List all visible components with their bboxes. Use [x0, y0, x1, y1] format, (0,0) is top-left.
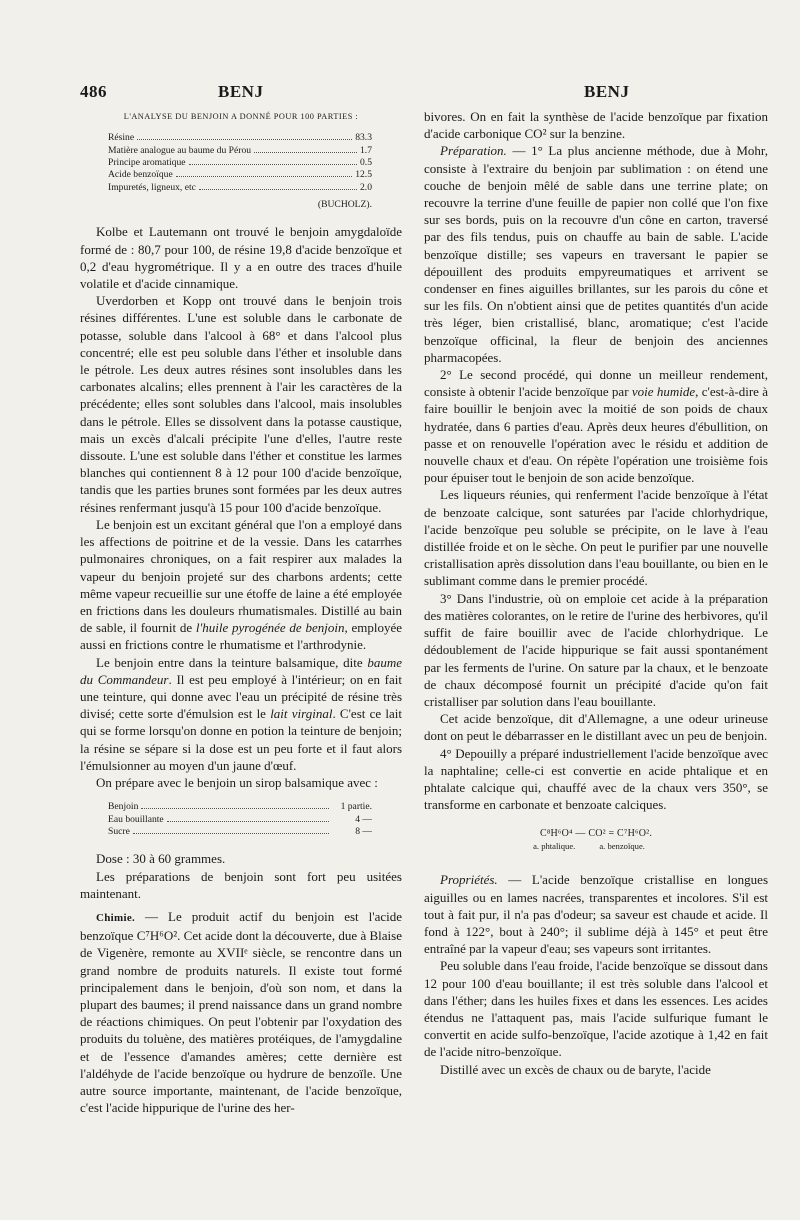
row-label: Acide benzoïque	[108, 169, 173, 181]
paragraph	[80, 516, 402, 654]
paragraph: Distillé avec un excès de chaux ou de baryte, l'acide	[440, 1061, 711, 1077]
chemical-equation	[424, 827, 768, 853]
table-row	[108, 801, 372, 813]
equation-note: a. phtalique.	[533, 841, 576, 852]
dot-leader	[137, 139, 352, 140]
text-run: . Il est peu employé à l'intérieur; on en fait une teinture, qui donne avec l'eau un précipité de résine très divisé; cette sorte d'émulsion est le	[80, 671, 402, 722]
page-number: 486	[80, 82, 107, 101]
row-value: 1 partie.	[340, 801, 372, 813]
paragraph	[80, 654, 402, 774]
paragraph: Kolbe et Lautemann ont trouvé le benjoin amygdaloïde formé de : 80,7 pour 100, de résine 19,8 d'acide benzoïque et 0,2 d'eau hygrométrique. Il y a en outre des traces d'huile volatile et d'acide cinnamique.	[80, 224, 402, 292]
table-row	[108, 145, 372, 157]
paragraph	[424, 871, 768, 957]
right-column-title: BENJ	[584, 82, 630, 101]
table-row	[108, 826, 372, 838]
paragraph: On prépare avec le benjoin un sirop balsamique avec :	[96, 774, 378, 790]
section-label: Préparation.	[440, 143, 507, 159]
row-value: 4 —	[355, 813, 372, 825]
equation-line: C⁸H⁶O⁴ — CO² = C⁷H⁶O².	[539, 828, 653, 840]
row-label: Impuretés, ligneux, etc	[108, 181, 196, 193]
paragraph: Les préparations de benjoin sont fort peu usitées maintenant.	[80, 868, 402, 901]
table-row	[108, 169, 372, 181]
paragraph	[424, 142, 768, 366]
row-label: Sucre	[108, 825, 130, 837]
paragraph: 3° Dans l'industrie, où on emploie cet acide à la préparation des matières colorantes, on le retire de l'urine des herbivores, qu'il suffit de faire bouillir avec de l'acide chlorhydrique. Le dédoublement de l'acide hippurique se fait aussi spontanément par les ferments de l'urine. On sature par la chaux, et le benzoate de chaux décomposé fournit un précipité d'acide qu'on fait cristalliser par solution dans l'eau bouillante.	[424, 590, 768, 709]
italic-term: baume du Commandeur	[80, 654, 402, 687]
table-row	[108, 132, 372, 144]
paragraph: Peu soluble dans l'eau froide, l'acide benzoïque se dissout dans 12 pour 100 d'eau bouillante; il est très soluble dans l'alcool et dans l'éther; dans les huiles fixes et dans les essences. Les acides étendus ne l'attaquent pas, mais l'acide sulfurique fumant le convertit en acide sulfo-benzoïque, l'acide azotique à 1,42 en fait de l'acide nitro-benzoïque.	[424, 958, 768, 1060]
paragraph	[80, 908, 402, 1116]
dot-leader	[199, 189, 357, 190]
paragraph: Cet acide benzoïque, dit d'Allemagne, a une odeur urineuse dont on peut le débarrasser en le distillant avec un peu de benjoin.	[424, 711, 768, 744]
italic-term: voie humide	[631, 384, 696, 400]
row-value: 0.5	[360, 157, 372, 169]
paragraph: Uverdorben et Kopp ont trouvé dans le benjoin trois résines différentes. L'une est soluble dans le carbonate de potasse, soluble dans l'alcool à 68° et dans l'alcool plus concentré; elle est peu soluble dans l'éther et insoluble dans le pétrole. Les deux autres résines sont insolubles dans les carbonates alcalins; elles prennent à l'air les caractères de la précédente; elles sont solubles dans l'alcool, mais insolubles dans le pétrole. Elles se dissolvent dans la potasse caustique, mais un excès d'alcali précipite l'une d'elles, l'autre reste dissoute. L'une est soluble dans l'éther et constitue les larmes blanches qui contiennent 8 à 12 pour 100 d'acide benzoïque, tandis que les parties brunes sont formées par les deux autres résines renfermant jusqu'à 15 pour 100 d'acide benzoïque.	[80, 293, 402, 515]
analysis-table-caption: L'ANALYSE DU BENJOIN A DONNÉ POUR 100 PARTIES :	[123, 112, 359, 121]
recipe-table	[108, 801, 372, 838]
running-header	[0, 82, 800, 106]
text-run: — Le produit actif du benjoin est l'acide benzoïque C⁷H⁶O². Cet acide dont la découverte, due à Blaise de Vigenère, remonte au XVIIᵉ siècle, se rencontre dans un grand nombre de produits naturels. Il existe tout formé principalement dans le benjoin, d'où son nom, et dans la plupart des baumes; il prend naissance dans un grand nombre de réactions chimiques. On peut l'obtenir par l'oxydation des produits du toluène, des matières protéiques, de l'amygdaline et de l'essence d'amandes amères; cette dernière est l'aldéhyde de l'acide benzoïque ou hydrure de benzoïle. Une autre source importante, maintenant, de l'acide benzoïque, c'est l'acide hippurique de l'urine des her-	[80, 908, 402, 1116]
dot-leader	[141, 808, 329, 809]
text-run: — 1° La plus ancienne méthode, due à Mohr, consiste à l'extraire du benjoin par sublimation : on étend une couche de benjoin mêlé de sable dans une terrine plate; on recouvre la terrine d'une feuille de papier non collé que l'on fixe sur ses bords, puis on la recouvre d'un cône en carton, traversé par des fils tendus, puis on chauffe au bain de sable. L'acide benzoïque distille; ses vapeurs en traversant le papier se dépouillent des produits empyreumatiques et arrivent se condenser en fines aiguilles brillantes, sur les parois du cône et sur les fils. On n'obtient ainsi que de petites quantités d'un acide très léger, bien cristallisé, blanc, aromatique; c'est l'acide benzoïque officinal, la fleur de benjoin des anciennes pharmacopées.	[424, 143, 768, 365]
dot-leader	[176, 176, 352, 177]
text-run: — L'acide benzoïque cristallise en longues aiguilles ou en lames nacrées, transparentes et incolores. S'il est tout à fait pur, il n'a pas d'odeur; sa saveur est chaude et acide. Il fond à 122°, bout à 240°; il sublime déjà à 145° et peut être entraîné par la vapeur d'eau; ses vapeurs sont irritantes.	[424, 872, 768, 957]
row-value: 12.5	[355, 169, 372, 181]
table-row	[108, 182, 372, 194]
row-value: 8 —	[355, 825, 372, 837]
dot-leader	[189, 164, 357, 165]
section-label: Propriétés.	[440, 872, 498, 888]
row-label: Eau bouillante	[108, 813, 164, 825]
dot-leader	[167, 821, 329, 822]
text-run: Le benjoin est un excitant général que l'on a employé dans les affections de poitrine et de la vessie. Dans les catarrhes pulmonaires chroniques, on a fait respirer aux malades la vapeur du benjoin projeté sur des charbons ardents; cette même vapeur recueillie sur une étoffe de laine a été employée en frictions dans les douleurs rhumatismales. Distillé au bain de sable, il fournit de	[80, 516, 402, 636]
dot-leader	[254, 152, 357, 153]
row-label: Principe aromatique	[108, 157, 186, 169]
dot-leader	[133, 833, 329, 834]
text-run: 2° Le second procédé, qui donne un meilleur rendement, consiste à obtenir l'acide benzoïque par	[424, 367, 768, 400]
dose-line: Dose : 30 à 60 grammes.	[96, 851, 226, 867]
right-column	[424, 108, 768, 1208]
row-label: Benjoin	[108, 801, 139, 813]
paragraph	[424, 366, 768, 486]
left-column	[80, 108, 402, 1208]
row-value: 2.0	[360, 181, 372, 193]
text-run: Le benjoin entre dans la teinture balsamique, dite	[96, 654, 368, 670]
row-label: Résine	[108, 132, 135, 144]
equation-note: a. benzoïque.	[599, 841, 645, 852]
equation-notes	[424, 840, 768, 853]
table-source: (BUCHOLZ).	[317, 199, 372, 211]
italic-term: lait virginal	[270, 706, 333, 722]
left-column-title: BENJ	[218, 82, 264, 101]
analysis-table	[108, 132, 372, 194]
text-run: . C'est ce lait qui se forme lorsqu'on donne en potion la teinture de benjoin; la résine se sépare si la dose est un peu forte et il faut alors l'émulsionner au moyen d'un jaune d'œuf.	[80, 706, 402, 773]
row-label: Matière analogue au baume du Pérou	[108, 144, 252, 156]
row-value: 83.3	[355, 132, 372, 144]
table-row	[108, 157, 372, 169]
paragraph: Les liqueurs réunies, qui renferment l'acide benzoïque à l'état de benzoate calcique, sont saturées par l'acide chlorhydrique, l'acide benzoïque peu soluble se précipite, on le lave à l'eau distillée froide et on le sèche. On peut le purifier par une nouvelle cristallisation après dissolution dans l'eau bouillante, ou bien en le sublimant comme dans le premier procédé.	[424, 487, 768, 589]
italic-term: l'huile pyrogénée de benjoin	[195, 620, 345, 636]
paragraph: bivores. On en fait la synthèse de l'acide benzoïque par fixation d'acide carbonique CO² sur la benzine.	[424, 109, 768, 142]
section-label: Chimie.	[96, 911, 136, 924]
row-value: 1.7	[360, 144, 372, 156]
table-row	[108, 814, 372, 826]
paragraph: 4° Depouilly a préparé industriellement l'acide benzoïque avec la naphtaline; celle-ci est convertie en acide phtalique et en phtalate calcique qui, chauffé avec de la chaux vers 350°, se transforme en carbonate et benzoate calciques.	[424, 745, 768, 813]
text-run: , c'est-à-dire à faire bouillir le benjoin avec la moitié de son poids de chaux hydratée, dans 6 parties d'eau. Après deux heures d'ébullition, on passe et on renouvelle l'opération avec le résidu et addition de nouvelle chaux et d'eau. On répète l'opération une troisième fois pour épuiser tout le benjoin de son acide benzoïque.	[424, 384, 768, 486]
text-run: , employée aussi en frictions contre le rhumatisme et l'arthrodynie.	[80, 620, 402, 653]
